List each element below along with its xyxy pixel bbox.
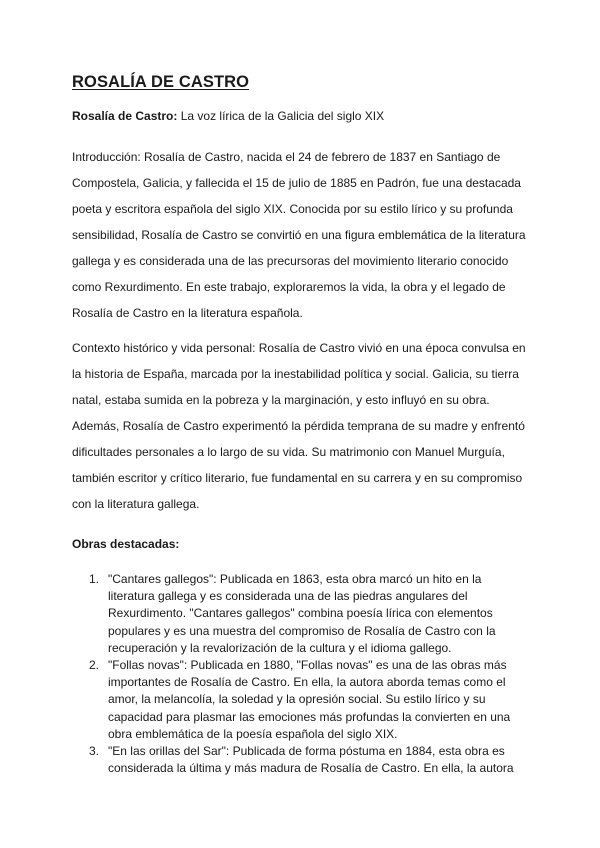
document-title: ROSALÍA DE CASTRO	[72, 73, 250, 91]
works-heading: Obras destacadas:	[72, 537, 180, 551]
list-item-text: "Cantares gallegos": Publicada en 1863, esta obra marcó un hito en la literatura gallega y es considerada una de las piedras angulares del Rexurdimento. "Cantares gallegos" combina poesía lírica con elementos populares y es una muestra del compromiso de Rosalía de Castro con la recuperación y la revalorización de la cultura y el idioma gallego.	[108, 572, 496, 655]
list-item-number: 1.	[89, 572, 100, 586]
list-item-number: 3.	[89, 744, 100, 759]
list-item	[72, 657, 528, 743]
list-item-number: 2.	[89, 658, 100, 673]
context-paragraph: Contexto histórico y vida personal: Rosalía de Castro vivió en una época convulsa en la historia de España, marcada por la inestabilidad política y social. Galicia, su tierra natal, estaba sumida en la pobreza y la marginación, y esto influyó en su obra. Además, Rosalía de Castro experimentó la pérdida temprana de su madre y enfrentó dificultades personales a lo largo de su vida. Su matrimonio con Manuel Murguía, también escritor y crítico literario, fue fundamental en su carrera y en su compromiso con la literatura gallega.	[72, 341, 526, 511]
subtitle-text: La voz lírica de la Galicia del siglo XIX	[177, 109, 385, 123]
subtitle-bold-lead: Rosalía de Castro:	[72, 109, 178, 123]
list-item	[72, 571, 528, 657]
list-item-text: "Follas novas": Publicada en 1880, "Follas novas" es una de las obras más importantes de Rosalía de Castro. En ella, la autora aborda temas como el amor, la melancolía, la soledad y la opresión social. Su estilo lírico y su capacidad para plasmar las emociones más profundas la convierten en una obra emblemática de la poesía española del siglo XIX.	[108, 658, 511, 741]
works-list	[72, 571, 528, 777]
list-item-text: "En las orillas del Sar": Publicada de forma póstuma en 1884, esta obra es considerada la última y más madura de Rosalía de Castro. En ella, la autora	[108, 744, 514, 776]
list-item	[72, 743, 528, 777]
document-subtitle	[72, 108, 384, 124]
intro-paragraph: Introducción: Rosalía de Castro, nacida el 24 de febrero de 1837 en Santiago de Compostela, Galicia, y fallecida el 15 de julio de 1885 en Padrón, fue una destacada poeta y escritora española del siglo XIX. Conocida por su estilo lírico y su profunda sensibilidad, Rosalía de Castro se convirtió en una figura emblemática de la literatura gallega y es considerada una de las precursoras del movimiento literario conocido como Rexurdimento. En este trabajo, exploraremos la vida, la obra y el legado de Rosalía de Castro en la literatura española.	[72, 150, 526, 320]
